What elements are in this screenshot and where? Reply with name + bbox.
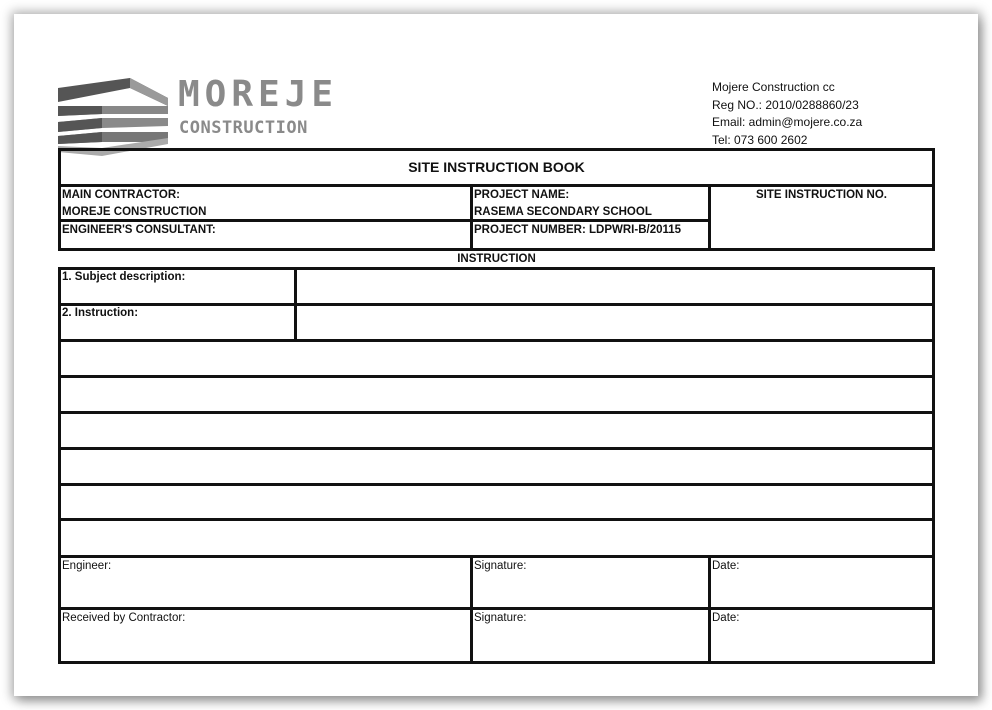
engineer-date-field[interactable]: [711, 558, 932, 607]
engineer-date-label: Date:: [712, 560, 740, 572]
instruction-line-4[interactable]: [61, 450, 932, 483]
contractor-field[interactable]: [61, 610, 470, 661]
form-title: SITE INSTRUCTION BOOK: [408, 159, 585, 175]
logo-wordmark: MOREJE: [178, 74, 339, 115]
main-contractor-label: MAIN CONTRACTOR:: [62, 189, 180, 201]
subject-description-label: 1. Subject description:: [62, 271, 186, 283]
engineer-consultant-field[interactable]: [61, 222, 470, 249]
site-instruction-no-field[interactable]: [711, 187, 932, 249]
project-name-value: RASEMA SECONDARY SCHOOL: [474, 206, 652, 218]
project-name-field[interactable]: [473, 187, 708, 219]
instruction-line-6[interactable]: [61, 521, 932, 555]
engineer-signature-label: Signature:: [474, 560, 527, 572]
instruction-line-1[interactable]: [61, 342, 932, 375]
main-contractor-field[interactable]: [61, 187, 470, 219]
engineer-signature-field[interactable]: [473, 558, 708, 607]
company-email: Email: admin@mojere.co.za: [712, 115, 863, 130]
logo-subtitle: CONSTRUCTION: [179, 118, 308, 138]
received-by-contractor-label: Received by Contractor:: [62, 612, 186, 624]
company-phone: Tel: 073 600 2602: [712, 132, 808, 147]
instruction-line-2[interactable]: [61, 378, 932, 411]
project-number-label: PROJECT NUMBER: LDPWRI-B/20115: [474, 224, 682, 236]
contractor-date-label: Date:: [712, 612, 740, 624]
engineer-label: Engineer:: [62, 560, 112, 572]
project-number-field[interactable]: [473, 222, 708, 249]
contractor-date-field[interactable]: [711, 610, 932, 661]
subject-description-input[interactable]: [297, 270, 932, 303]
instruction-input[interactable]: [297, 306, 932, 339]
building-logo-icon: [58, 76, 168, 156]
contractor-signature-label: Signature:: [474, 612, 527, 624]
instruction-line-3[interactable]: [61, 414, 932, 447]
engineer-field[interactable]: [61, 558, 470, 607]
engineer-consultant-label: ENGINEER'S CONSULTANT:: [62, 224, 216, 236]
company-reg-number: Reg NO.: 2010/0288860/23: [712, 97, 859, 112]
main-contractor-value: MOREJE CONSTRUCTION: [62, 206, 207, 218]
project-name-label: PROJECT NAME:: [474, 189, 570, 201]
contractor-signature-field[interactable]: [473, 610, 708, 661]
instruction-line-5[interactable]: [61, 486, 932, 518]
instruction-section-title: INSTRUCTION: [457, 253, 536, 265]
instruction-label: 2. Instruction:: [62, 307, 139, 319]
company-contact-block: [712, 79, 862, 149]
site-instruction-no-label: SITE INSTRUCTION NO.: [756, 189, 887, 201]
company-name: Mojere Construction cc: [712, 80, 835, 94]
